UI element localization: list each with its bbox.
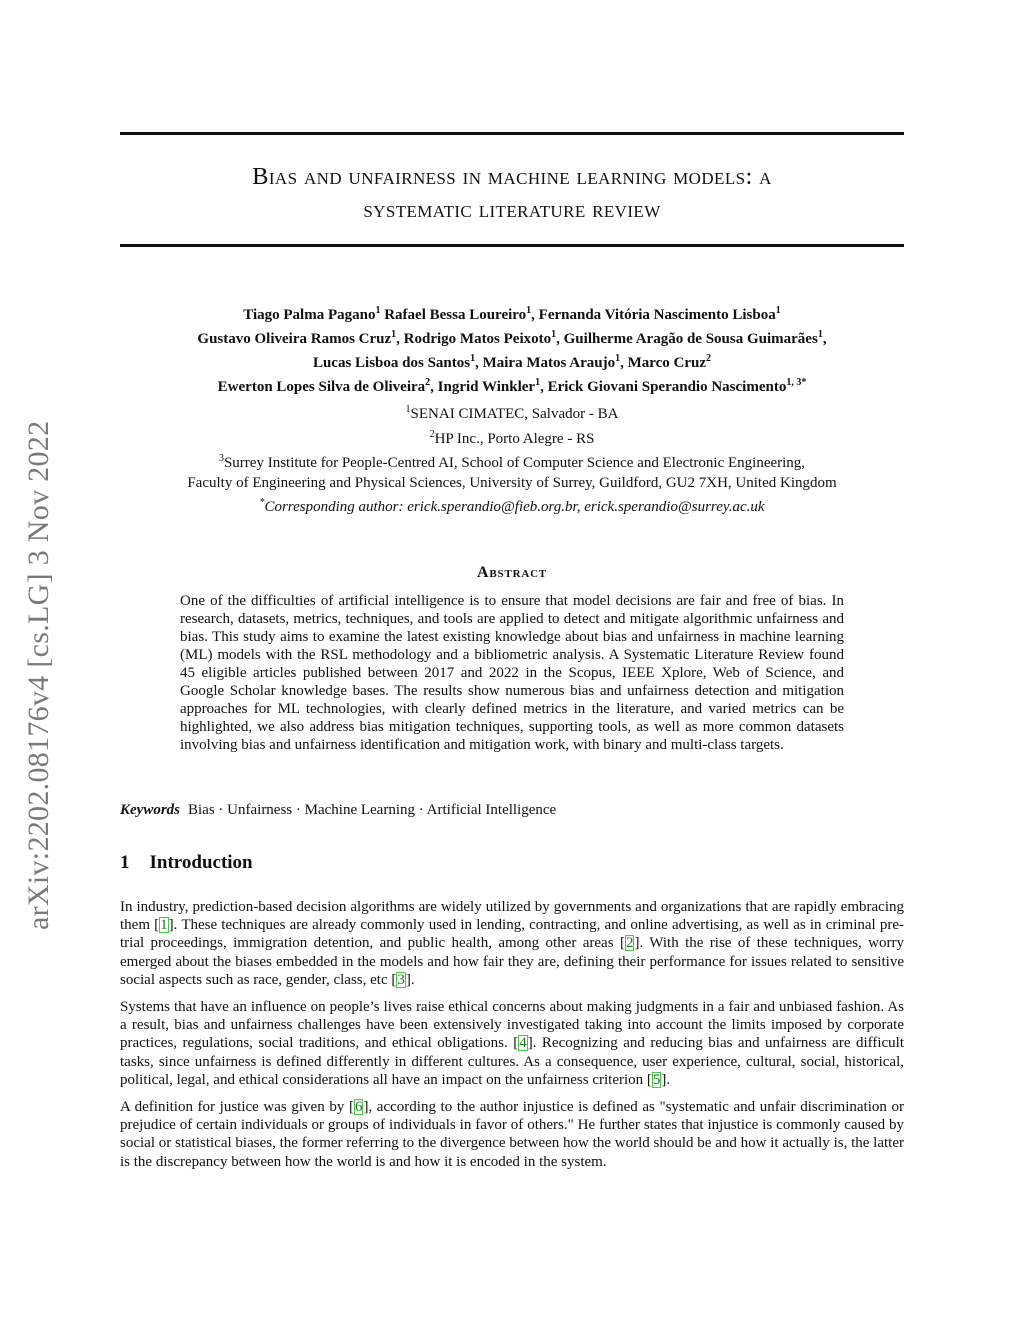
author-line: Gustavo Oliveira Ramos Cruz$^1$, Rodrigo Matos Peixoto$^1$, Guilherme Aragão de Sousa Guimarães$^1$, xyxy=(197,329,827,347)
author-name: Gustavo Oliveira Ramos Cruz xyxy=(197,331,392,347)
title-rule-bottom xyxy=(120,244,904,247)
section-body xyxy=(120,898,904,1180)
paragraph: A definition for justice was given by [6], according to the author injustice is defined as "systematic and unfair discrimination or prejudice of certain individuals or groups of individuals in favor of others." He further states that injustice is commonly caused by social or statistical biases, the former referring to the divergence between how the world should be and how it actually is, the latter is the discrepancy between how the world is and how it is encoded in the system. xyxy=(120,1099,904,1170)
citation-link[interactable]: 6 xyxy=(354,1099,363,1116)
author-affiliation-mark: 1 xyxy=(470,353,476,364)
author-affiliation-mark: 2 xyxy=(425,377,431,388)
author-line: Ewerton Lopes Silva de Oliveira$^2$, Ingrid Winkler$^1$, Erick Giovani Sperandio Nascimento$^{1, 3*}$ xyxy=(217,377,807,395)
citation-link[interactable]: 5 xyxy=(652,1071,661,1088)
citation-link[interactable]: 3 xyxy=(397,971,405,988)
corresponding-author: *Corresponding author: erick.sperandio@fieb.org.br, erick.sperandio@surrey.ac.uk xyxy=(259,497,765,515)
title-line-2: systematic literature review xyxy=(363,196,661,223)
citation-link[interactable]: 1 xyxy=(160,917,168,934)
affiliation-3-cont: Faculty of Engineering and Physical Sciences, University of Surrey, Guildford, GU2 7XH, United Kingdom xyxy=(187,474,837,491)
paragraph-text: In industry, prediction-based decision algorithms are widely utilized by governments and organizations that are rapidly embracing them xyxy=(120,899,904,934)
author-affiliation-mark: 1, 3* xyxy=(786,377,807,388)
section-number: 1 xyxy=(120,852,130,873)
arxiv-stamp: arXiv:2202.08176v4 [cs.LG] 3 Nov 2022 xyxy=(22,420,55,930)
paragraph-text: Systems that have an influence on people’s lives raise ethical concerns about making judgments in a fair and unbiased fashion. As a result, bias and unfairness challenges have been extensively investigated taking into account the limits imposed by corporate practices, regulations, social traditions, and ethical obligations. xyxy=(120,999,904,1052)
affiliation-3: $^3$Surrey Institute for People-Centred AI, School of Computer Science and Electronic Engineering, xyxy=(218,453,806,471)
author-line: Tiago Palma Pagano$^1$ Rafael Bessa Loureiro$^1$, Fernanda Vitória Nascimento Lisboa$^1$ xyxy=(243,305,781,323)
paragraph-text: . xyxy=(410,971,415,988)
affiliations xyxy=(120,400,904,518)
paragraph: In industry, prediction-based decision algorithms are widely utilized by governments and organizations that are rapidly embracing them [1]. These techniques are already commonly used in lending, contracting, and online advertising, as well as in criminal pre-trial proceedings, immigration detention, and public health, among other areas [2]. With the rise of these techniques, worry emerged about the biases embedded in the models and how fair they are, defining their performance for issues related to sensitive social aspects such as race, gender, class, etc [3]. xyxy=(120,899,905,988)
author-affiliation-mark: 1 xyxy=(817,329,823,340)
section-title: Introduction xyxy=(149,852,253,873)
keywords-label: Keywords xyxy=(120,802,180,818)
title-rule-top xyxy=(120,132,904,135)
author-line: Lucas Lisboa dos Santos$^1$, Maira Matos Araujo$^1$, Marco Cruz$^2$ xyxy=(312,353,712,371)
author-affiliation-mark: 2 xyxy=(706,353,712,364)
citation-link[interactable]: 4 xyxy=(519,1035,527,1052)
title-line-1: Bias and unfairness in machine learning models: a xyxy=(252,163,772,190)
affiliation-1: $^1$SENAI CIMATEC, Salvador - BA xyxy=(405,404,619,422)
author-affiliation-mark: 1 xyxy=(615,353,621,364)
author-list xyxy=(120,301,904,397)
paper-title xyxy=(120,160,904,226)
section-heading xyxy=(120,852,253,874)
author-name: Fernanda Vitória Nascimento Lisboa xyxy=(538,307,776,323)
author-affiliation-mark: 1 xyxy=(551,329,557,340)
author-name: Rodrigo Matos Peixoto xyxy=(403,331,552,347)
author-affiliation-mark: 1 xyxy=(775,305,781,316)
paragraph-text: . With the rise of these techniques, worry emerged about the biases embedded in the models and how fair they are, defining their performance for issues related to sensitive social aspects such as race, gender, class, etc xyxy=(120,935,905,988)
paragraph-text: , according to the author injustice is defined as "systematic and unfair discrimination or prejudice of certain individuals or groups of individuals in favor of others." He further states that injustice is commonly caused by social or statistical biases, the former referring to the divergence between how the world should be and how it actually is, the latter is the discrepancy between how the world is and how it is encoded in the system. xyxy=(120,1099,904,1170)
author-affiliation-mark: 1 xyxy=(526,305,532,316)
keywords xyxy=(120,800,904,820)
author-name: Ewerton Lopes Silva de Oliveira xyxy=(217,379,426,395)
author-name: Maira Matos Araujo xyxy=(482,355,616,371)
abstract-heading: Abstract xyxy=(477,564,547,581)
abstract-text: One of the difficulties of artificial intelligence is to ensure that model decisions are fair and free of bias. In research, datasets, metrics, techniques, and tools are applied to detect and mitigate algorithmic unfairness and bias. This study aims to examine the latest existing knowledge about bias and unfairness in machine learning (ML) models with the RSL methodology and a bibliometric analysis. A Systematic Literature Review found 45 eligible articles published between 2017 and 2022 in the Scopus, IEEE Xplore, Web of Science, and Google Scholar knowledge bases. The results show numerous bias and unfairness detection and mitigation approaches for ML technologies, with clearly defined metrics in the literature, and varied metrics can be highlighted, we also address bias mitigation techniques, supporting tools, as well as more common datasets involving bias and unfairness identification and mitigation work, with binary and multi-class targets. xyxy=(180,593,844,753)
paragraph: Systems that have an influence on people’s lives raise ethical concerns about making judgments in a fair and unbiased fashion. As a result, bias and unfairness challenges have been extensively investigated taking into account the limits imposed by corporate practices, regulations, social traditions, and ethical obligations. [4]. Recognizing and reducing bias and unfairness are difficult tasks, since unfairness is defined differently in different cultures. As a consequence, user experience, cultural, social, historical, political, legal, and ethical considerations all have an impact on the unfairness criterion [5]. xyxy=(120,999,904,1088)
author-name: Guilherme Aragão de Sousa Guimarães xyxy=(563,331,818,347)
author-name: Lucas Lisboa dos Santos xyxy=(312,355,471,371)
keywords-text: Bias · Unfairness · Machine Learning · Artificial Intelligence xyxy=(188,802,557,818)
paragraph-text: . These techniques are already commonly used in lending, contracting, and online advertising, as well as in criminal pre-trial proceedings, immigration detention, and public health, among other areas xyxy=(120,917,904,952)
author-name: Ingrid Winkler xyxy=(437,379,536,395)
paragraph-text: . Recognizing and reducing bias and unfairness are difficult tasks, since unfairness is defined differently in different cultures. As a consequence, user experience, cultural, social, historical, political, legal, and ethical considerations all have an impact on the unfairness criterion xyxy=(120,1035,904,1088)
author-name: Marco Cruz xyxy=(627,355,707,371)
paragraph-text: A definition for justice was given by xyxy=(120,1099,349,1116)
affiliation-2: $^2$HP Inc., Porto Alegre - RS xyxy=(429,428,595,447)
author-affiliation-mark: 1 xyxy=(535,377,541,388)
author-name: Rafael Bessa Loureiro xyxy=(384,307,527,323)
author-affiliation-mark: 1 xyxy=(391,329,397,340)
author-name: Tiago Palma Pagano xyxy=(243,307,376,323)
author-affiliation-mark: 1 xyxy=(375,305,381,316)
author-name: Erick Giovani Sperandio Nascimento xyxy=(547,379,787,395)
citation-link[interactable]: 2 xyxy=(625,935,634,952)
paragraph-text: . xyxy=(666,1071,671,1088)
